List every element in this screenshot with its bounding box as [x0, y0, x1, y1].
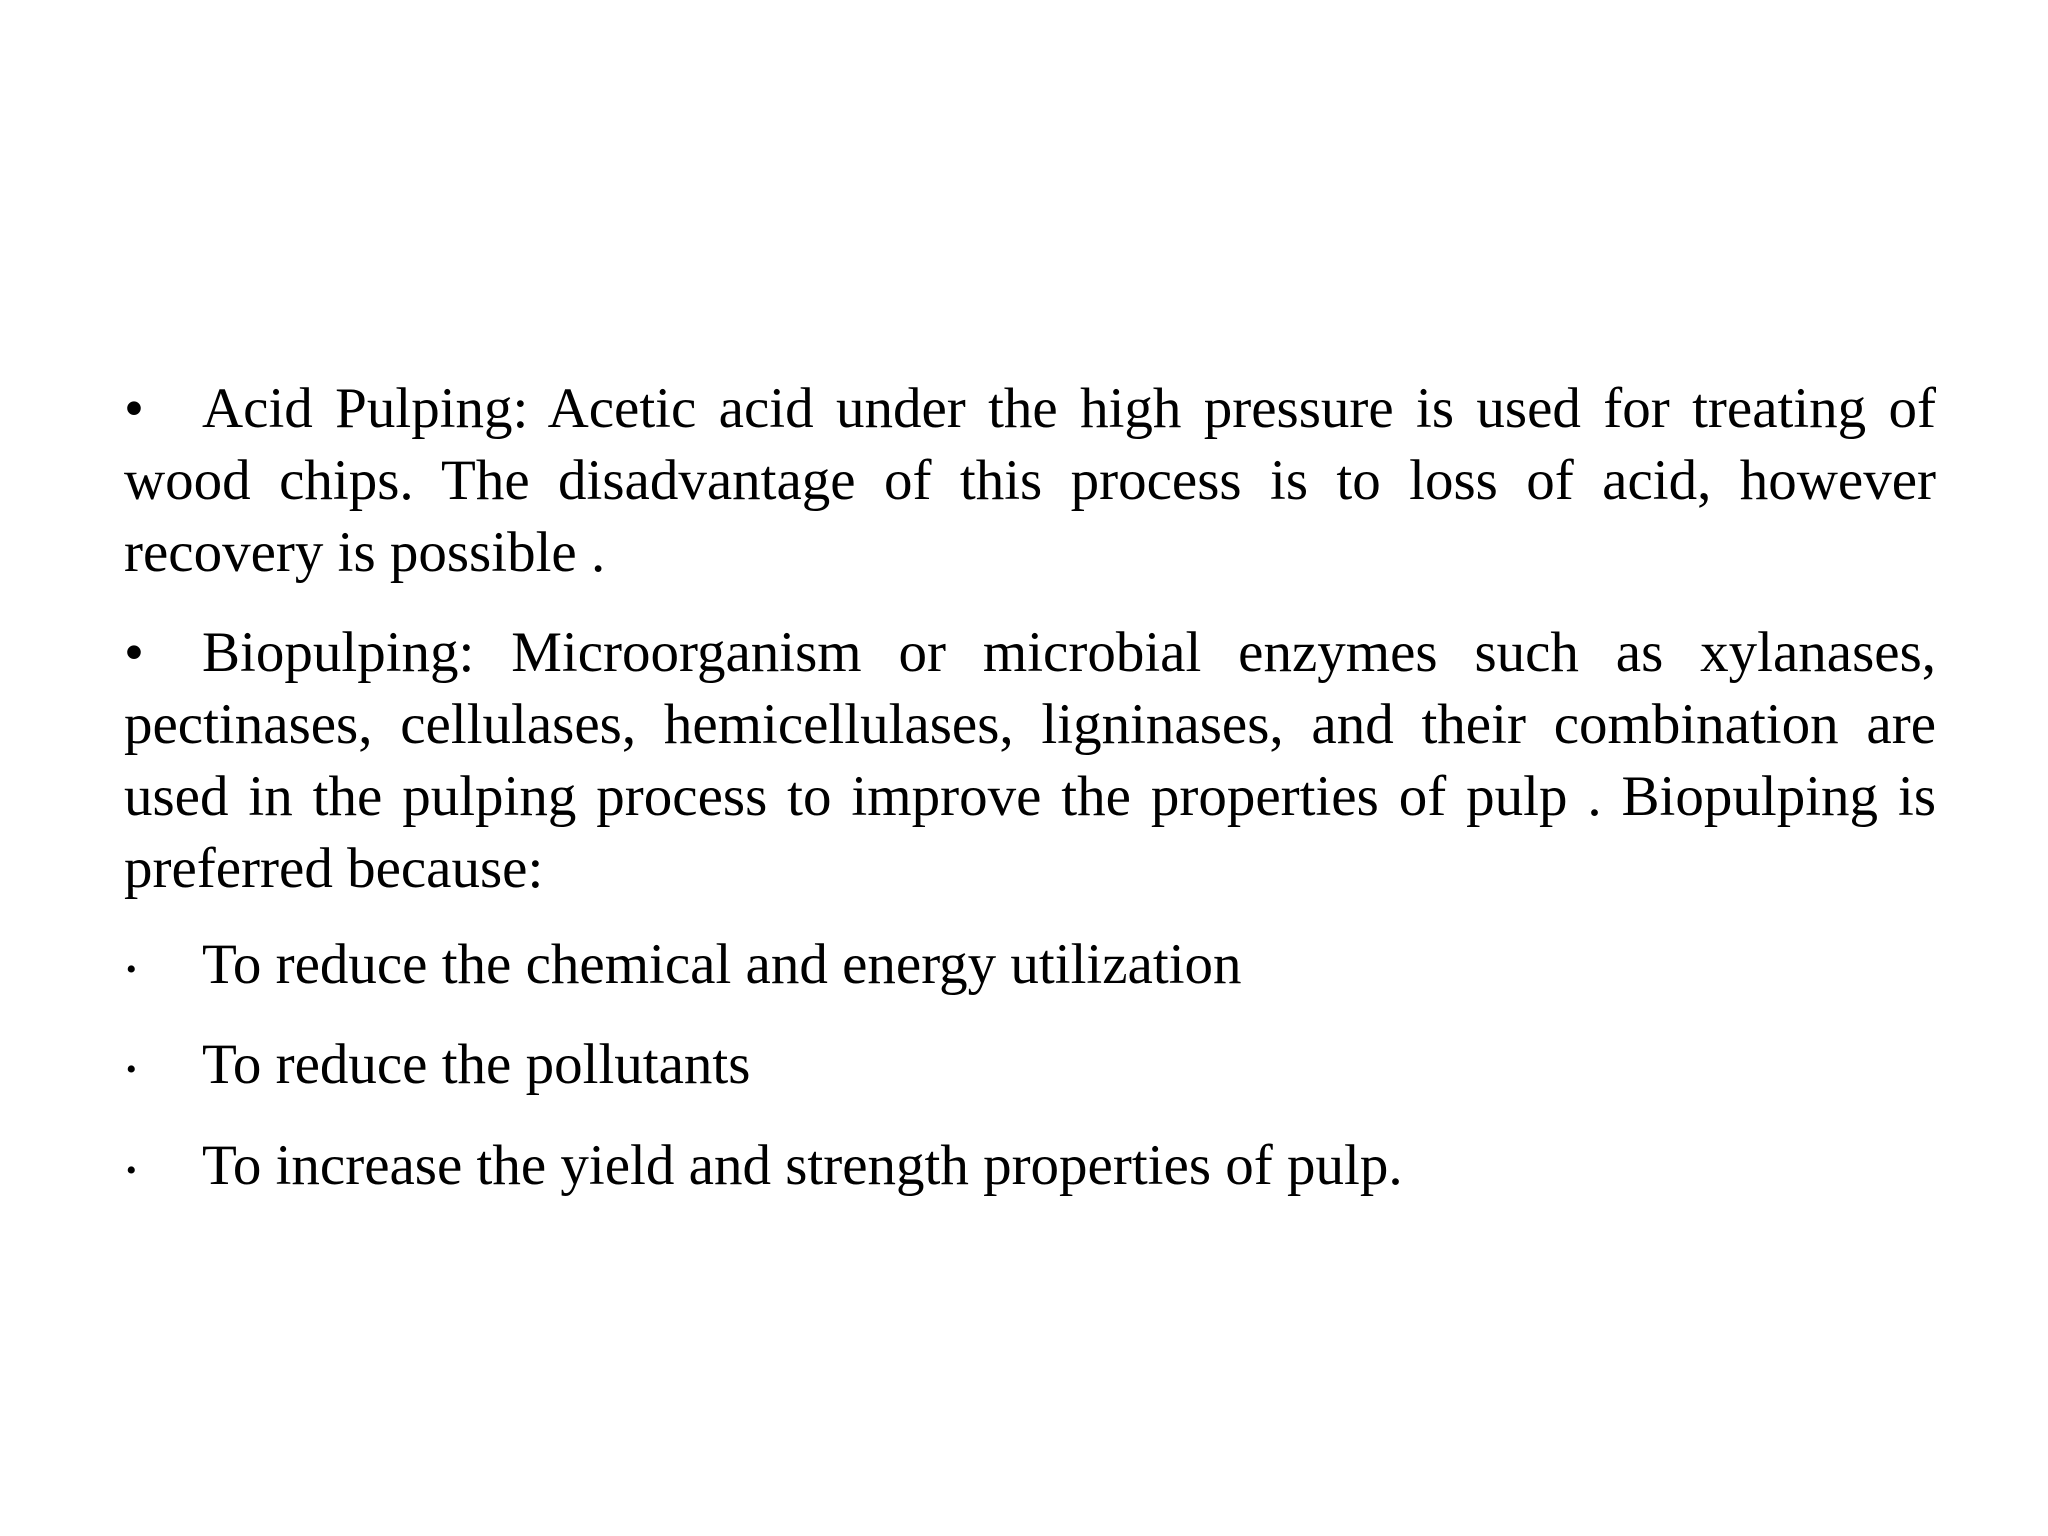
bullet-icon: •	[126, 1154, 137, 1187]
paragraph-text: Acid Pulping: Acetic acid under the high pressure is used for treating of wood chips. The disadvantage of this process is to loss of acid, however recovery is possible .	[124, 377, 1936, 584]
sub-bullet-item	[124, 1029, 1936, 1101]
sub-bullet-text: To increase the yield and strength properties of pulp.	[202, 1134, 1403, 1197]
bullet-icon: •	[124, 621, 144, 684]
sub-bullet-item	[124, 1130, 1936, 1202]
paragraph-text: Biopulping: Microorganism or microbial enzymes such as xylanases, pectinases, cellulases, hemicellulases, ligninases, and their combination are used in the pulping process to improve the properties of pulp . Biopulping is preferred because:	[124, 621, 1936, 900]
sub-bullet-text: To reduce the pollutants	[202, 1033, 751, 1096]
bullet-icon: •	[126, 953, 137, 986]
sub-bullet-text: To reduce the chemical and energy utilization	[202, 933, 1242, 996]
bullet-icon: •	[124, 377, 144, 440]
bullet-icon: •	[126, 1053, 137, 1086]
paragraph-biopulping	[124, 617, 1936, 905]
paragraph-acid-pulping	[124, 373, 1936, 589]
sub-bullet-item	[124, 929, 1936, 1001]
